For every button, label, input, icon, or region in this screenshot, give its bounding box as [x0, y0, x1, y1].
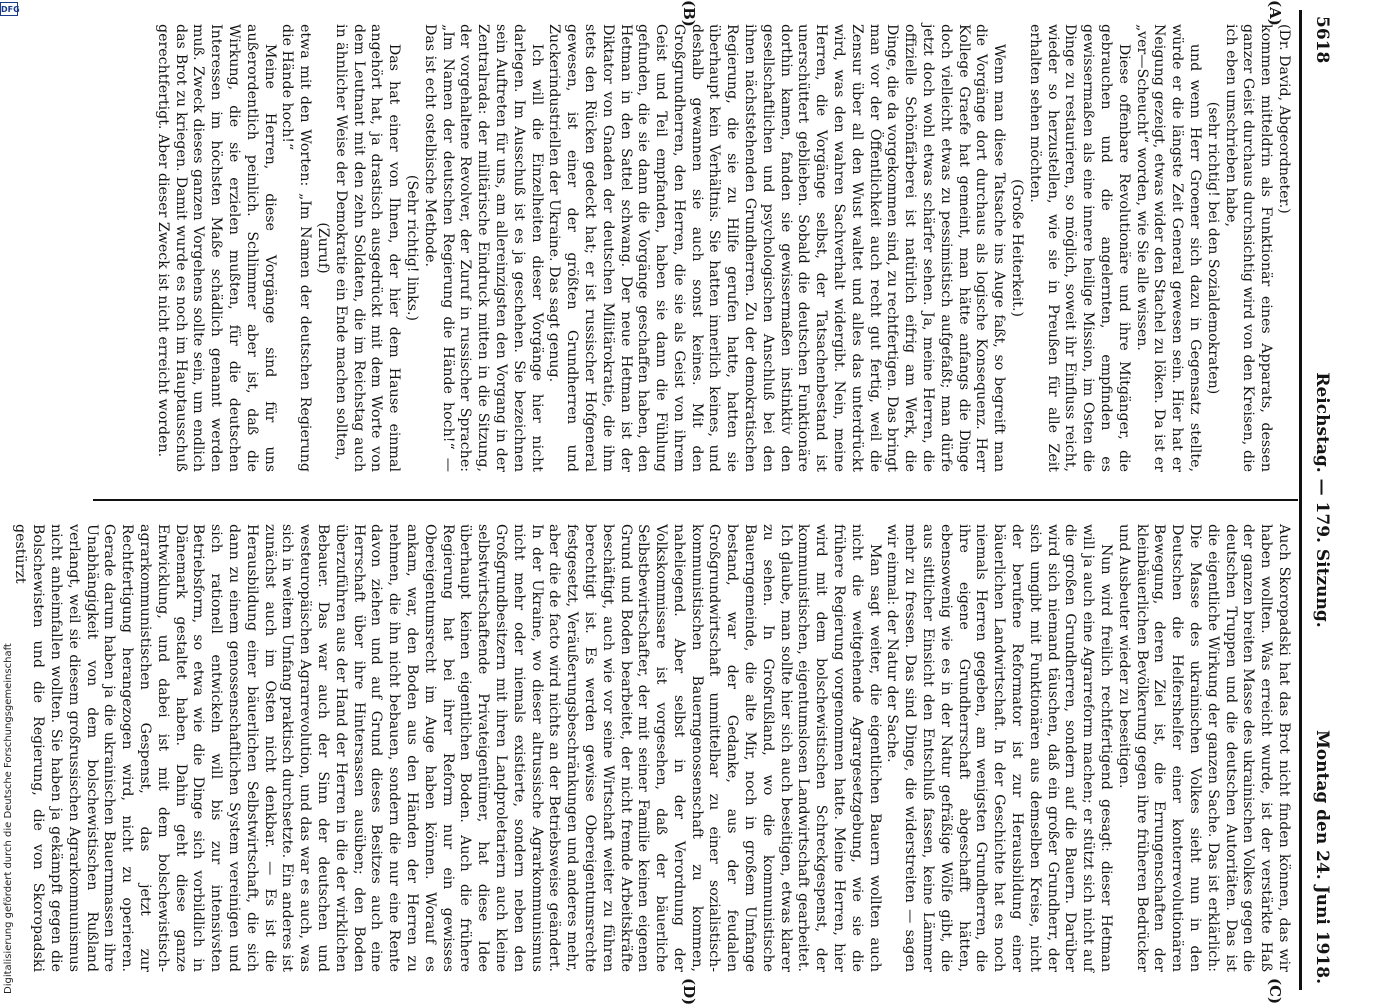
- paragraph: Wenn man diese Tatsache ins Auge faßt, so begreift man die Vorgänge dort durchaus als logische Konsequenz. Herr Kollege Graefe hat gemeint, man hätte anfangs die Dinge doch vielleicht etwas zu pessimistisch aufgefaßt; man dürfe jetzt doch wohl etwas schärfer sehen. Ja, meine Herren, die offizielle Schönfärberei ist natürlich eifrig am Werk, die Dinge, die da vorgekommen sind, zu rechtfertigen. Das bringt man vor der Öffentlichkeit auch recht gut fertig, weil die Zensur über all den Wust waltet und alles das unterdrückt wird, was den wahren Sachverhalt widergibt. Nein, meine Herren, die Vorgänge selbst, der Tatsachenbestand ist unerschüttert geblieben. Sobald die deutschen Funktionäre dorthin kamen, fanden sie gewissermaßen instinktiv den gesellschaftlichen und psychologischen Anschluß bei den ihnen nächststehenden Grundherren. Zu der demokratischen Regierung, die sie zu Hilfe gerufen hatte, hatten sie überhaupt kein Verhältnis. Sie hatten innerlich keines, und deshalb gewannen sie auch sonst keines. Mit den Großgrundherren, den Herren, die sie als Geist von ihrem Geist und Teil empfanden, haben sie dann die Fühlung gefunden, die sie dann die Vorgänge geschaffen haben, den Hetman in den Sattel schwang. Der neue Hetman ist der Diktator von Gnaden der deutschen Militärokratie, die ihm stets den Rücken gedeckt hat; er ist russischer Hofgeneral gewesen, ist einer der größten Grundherren und Zuckerindustriellen der Ukraine. Das sagt genug.: [546, 24, 1008, 472]
- speaker-label: (Dr. David, Abgeordneter.): [1276, 24, 1292, 214]
- page-number: 5618: [1312, 16, 1332, 64]
- rotated-page: [12, 0, 1348, 1005]
- interjection: (Zuruf): [314, 222, 331, 274]
- running-title: Reichstag. — 179. Sitzung.: [1312, 372, 1332, 628]
- logo-text: DFG: [1, 5, 20, 14]
- header-rule: [1299, 10, 1302, 990]
- paragraph: Man sagt weiter, die eigentlichen Bauern wollten auch nicht die weitgehende Agrargesetzgebung, wie sie die frühere Regierung vorgenommen hatte. Meine Herren, hier wird mit dem bolschewistischen Schreckgespenst, der kommunistischen, eigentumslosen Landwirtschaft gearbeitet. Ich glaube, man sollte hier sich auch beseitigen, etwas klarer zu sehen. In Großrußland, wo die kommunistische Bauerngemeinde, die alte Mir, noch in großem Umfange bestand, war der Gedanke, aus der feudalen Großgrundwirtschaft unmittelbar zu einer sozialistisch-kommunistischen Bauerngenossenschaft zu kommen, naheliegend. Aber selbst in der Verordnung der Volkskommissare ist vorgesehen, daß der bäuerliche Selbstbewirtschafter, der mit seiner Familie keinen eigenen Grund und Boden bearbeitet, der nicht fremde Arbeitskräfte beschäftigt, auch wie vor seine Wirtschaft weiter zu führen berechtigt ist. Es werden gewisse Obereigentumsrechte festgesetzt, Veräußerungsbeschränkungen und anderes mehr, aber die de facto wird nichts an der Betriebsweise geändert. In der Ukraine, wo dieser altrussische Agrarkommunismus nicht mehr oder niemals existierte, sondern neben den Großgrundbesitzern mit ihren Landproletariern auch kleine selbstwirtschaftende Privateigentümer, hat diese Idee überhaupt keinen eigentlichen Boden. Auch die frühere Regierung hat bei ihrer Reform nur ein gewisses Obereigentumsrecht im Auge haben können. Worauf es ankam, war, den Boden aus den Händen der Herren zu nehmen, die ihn nicht bebauen, sondern die nur eine Rente davon ziehen und auf Grund dieses Besitzes auch eine Herrschaft über ihre Hintersassen ausüben; den Boden überzuführen aus der Hand der Herren in die der wirklichen Bebauer. Das war auch der Sinn der deutschen und westeuropäischen Agrarrevolution, und das war es auch, was sich in weitem Umfang praktisch durchsetzte. Ein anderes ist zunächst auch im Osten nicht denkbar. — Es ist die Herausbildung einer bäuerlichen Selbstwirtschaft, die sich dann zu einem genossenschaftlichen System vereinigen und sich rationell entwickeln will bis zur intensivsten Betriebsform, so etwa wie die Dinge sich vorbildlich in Dänemark gestaltet haben. Dahin geht diese ganze Entwicklung, und dabei ist mit dem bolschewistisch-agrarkommunistischen Gespenst, das jetzt zur Rechtfertigung herangezogen wird, nicht zu operieren. Gerade darum haben ja die ukrainischen Bauernmassen ihre Unabhängigkeit von dem bolschewistischen Rußland verlangt, weil sie diesem großrussischen Agrarkommunismus nicht anheimfallen wollten. Sie haben ja gekämpft gegen die Bolschewisten und die Regierung, die von Skoropadski gestürzt: [12, 524, 883, 972]
- paragraph: Nun wird freilich rechtfertigend gesagt: dieser Hetman will ja auch eine Agrarreform machen; er stützt sich nicht auf die großen Grundherren, sondern auf die Bauern. Darüber wird sich niemand täuschen, daß ein großer Grundherr, der sich umgibt mit Funktionären aus demselben Kreise, nicht der berufene Reformator ist zur Herausbildung einer bäuerlichen Landwirtschaft. In der Geschichte hat es noch niemals Herren gegeben, am wenigsten Grundherren, die ihre eigene Grundherrschaft abgeschafft hätten, ebensowenig wie es in der Natur gefräßige Wölfe gibt, die aus sittlicher Einsicht den Entschluß fassen, keine Lämmer mehr zu fressen. Das sind Dinge, die widerstreiten — sagen wir einmal: der Natur der Sache.: [884, 524, 1115, 972]
- margin-marker-c: (C): [1266, 978, 1284, 1005]
- digitization-credit: [0, 0, 18, 1000]
- margin-marker-a: (A): [1266, 0, 1284, 26]
- interjection: (Große Heiterkeit.): [1009, 178, 1026, 318]
- dfg-logo-icon: [0, 2, 18, 16]
- paragraph: Meine Herren, diese Vorgänge sind für uns außerordentlich peinlich. Schlimmer aber ist, daß die Wirkung, die sie erzielen mußten, für die deutschen Interessen im höchsten Maße schädlich genannt werden muß. Zweck dieses ganzen Vorgehens sollte sein, um endlich das Brot zu kriegen. Damit wurde es noch im Hauptausschuß gerechtfertigt. Aber dieser Zweck ist nicht erreicht worden.: [154, 24, 278, 472]
- paragraph: Ich will die Einzelheiten dieser Vorgänge hier nicht darlegen. Im Ausschuß ist es ja geschehen. Sie bezeichnen sein Auftreten für uns, am allereinzigsten den Vorgang in der Zentralrada: der militärische Eindruck mitten in die Sitzung, der vorgehaltene Revolver, der Zuruf in russischer Sprache: „Im Namen der deutschen Regierung die Hände hoch!“ — Das ist echt ostelbische Methode.: [421, 24, 545, 472]
- margin-marker-d: (D): [680, 978, 698, 1005]
- right-column: [12, 524, 1292, 972]
- session-date: Montag den 24. Juni 1918.: [1312, 729, 1332, 984]
- paragraph: kommen mitteldrin als Funktionär eines Apparats, dessen ganzer Geist durchaus durchsichtig wird von den Kreisen, die ich eben umschrieben habe,: [1222, 24, 1275, 472]
- paragraph: Das hat einer von Ihnen, der hier dem Hause einmal angehört hat, ja drastisch ausgedrückt mit dem Worte von dem Leutnant mit den zehn Soldaten, die im Reichstag auch in ähnlicher Weise der Demokratie ein Ende machen sollten,: [332, 24, 403, 472]
- interjection: (sehr richtig! bei den Sozialdemokraten): [1204, 101, 1221, 395]
- paragraph: und wenn Herr Groener sich dazu in Gegensatz stellte, würde er die längste Zeit General gewesen sein. Hier hat er Neigung gezeigt, etwas wider den Stachel zu löken. Da ist er „ver—Scheucht“ worden, wie Sie alle wissen.: [1133, 24, 1204, 472]
- digitization-credit-strip: [0, 0, 18, 1000]
- page-header: [1302, 16, 1338, 984]
- paragraph: etwa mit den Worten: „Im Namen der deutschen Regierung die Hände hoch!“: [279, 24, 314, 472]
- margin-marker-b: (B): [680, 0, 698, 27]
- column-divider: [93, 499, 1298, 501]
- interjection: (Sehr richtig! links.): [403, 174, 420, 322]
- credit-text: Digitalisierung gefördert durch die Deutsche Forschungsgemeinschaft: [3, 643, 14, 994]
- paragraph: Auch Skoropadski hat das Brot nicht finden können, das wir haben wollten. Was erreicht wurde, ist der verstärkte Haß der ganzen breiten Masse des ukrainischen Volkes gegen die deutschen Truppen und die deutschen Autoritäten. Das ist die eigentliche Wirkung der ganzen Sache. Das ist erklärlich: Die Masse des ukrainischen Volkes sieht nun in den Deutschen die Helfershelfer einer konterrevolutionären Bewegung, deren Ziel ist, die Errungenschaften der kleinbäuerlichen Bevölkerung gegen ihre früheren Bedrücker und Ausbeuter wieder zu beseitigen.: [1115, 524, 1292, 972]
- paragraph: Diese offenbare Revolutionäre und ihre Mitgänger, die gebrauchen und die angelernten, empfinden es gewissermaßen als eine innere heilige Mission, im Osten die Dinge zu restaurieren, so möglich, soweit ihr Einfluss reicht, wieder so herzustellen, wie sie in Preußen für alle Zeit erhalten sehen möchten.: [1026, 24, 1132, 472]
- left-column: [97, 24, 1292, 472]
